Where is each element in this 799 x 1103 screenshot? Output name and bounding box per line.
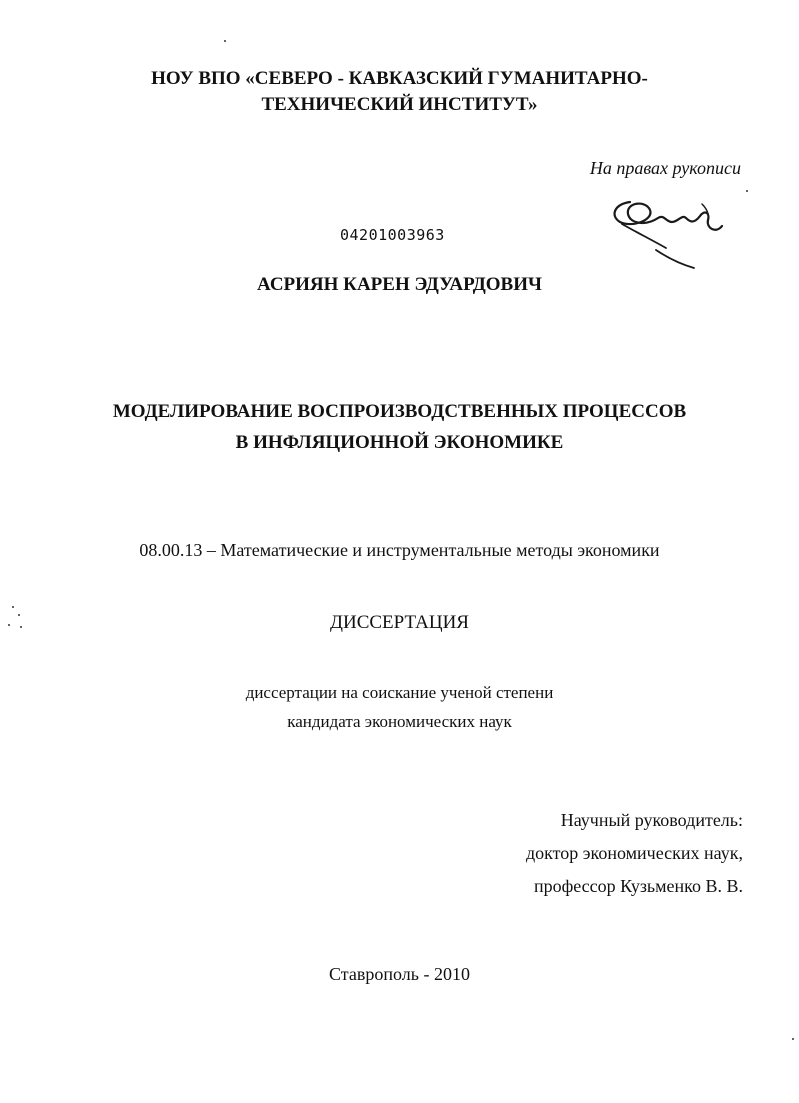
supervisor-degree: доктор экономических наук, [526,843,743,863]
signature-icon [606,188,730,274]
manuscript-note: На правах рукописи [589,158,741,178]
scan-speck [224,40,226,42]
supervisor-name: профессор Кузьменко В. В. [533,876,743,896]
degree-line-1: диссертации на соискание ученой степени [245,683,554,702]
title-line-1: МОДЕЛИРОВАНИЕ ВОСПРОИЗВОДСТВЕННЫХ ПРОЦЕССОВ [112,401,687,422]
scan-speck [8,624,10,626]
author-name: АСРИЯН КАРЕН ЭДУАРДОВИЧ [257,274,542,295]
specialty: 08.00.13 – Математические и инструментальные методы экономики [139,540,660,560]
degree-statement [0,678,799,736]
institution-line-2: ТЕХНИЧЕСКИЙ ИНСТИТУТ» [261,94,538,115]
supervisor-label: Научный руководитель: [560,810,743,830]
dissertation-title [0,396,799,458]
scan-speck [20,626,22,628]
institution-line-1: НОУ ВПО «СЕВЕРО - КАВКАЗСКИЙ ГУМАНИТАРНО- [151,68,648,89]
scan-speck [18,614,20,616]
city-year: Ставрополь - 2010 [329,964,470,984]
document-code: 04201003963 [340,226,445,244]
document-type: ДИССЕРТАЦИЯ [330,612,469,633]
scan-speck [12,606,14,608]
title-line-2: В ИНФЛЯЦИОННОЙ ЭКОНОМИКЕ [235,432,564,453]
supervisor-block [526,804,743,903]
degree-line-2: кандидата экономических наук [287,712,512,731]
scan-speck [746,190,748,192]
institution-name [0,66,799,118]
scan-speck [792,1038,794,1040]
